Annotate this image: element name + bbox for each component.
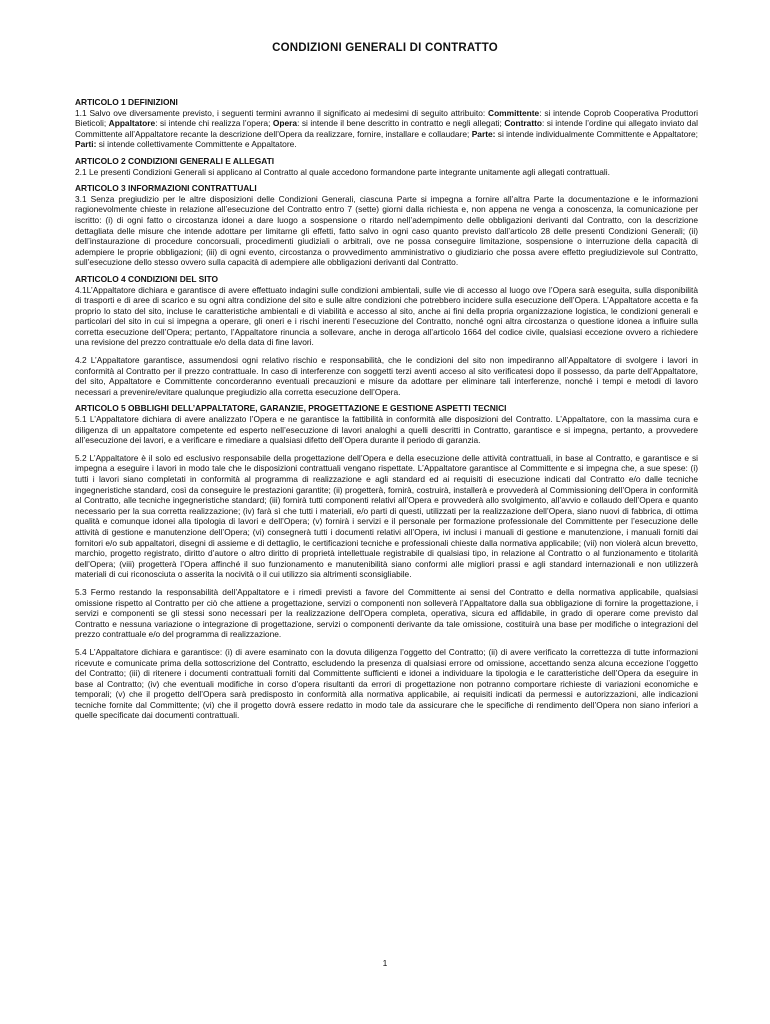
page-number: 1 (382, 958, 388, 968)
article-4-paragraph-2: 4.2 L’Appaltatore garantisce, assumendosi ogni relativo rischio e responsabilità, che le condizioni del sito non impediranno all’Appaltatore di svolgere i lavori in conformità al Contratto per il prezzo contrattuale. In caso di interferenze con soggetti terzi aventi acceso al sito verificatesi dopo il possesso, da parte dell’Appaltatore, del sito, Appaltatore e Committente concorderanno eventuali precauzioni e misure da adottare per eliminare tali interferenze, nonché i tempi e metodi di lavoro necessari a prevenire/evitare qualunque pregiudizio alla corretta esecuzione dell’Opera. (75, 355, 698, 397)
term-parti: Parti: (75, 139, 97, 150)
article-3 (75, 183, 698, 268)
term-parte: Parte: (471, 128, 496, 139)
article-5 (75, 403, 698, 721)
article-4-paragraph-1: 4.1L’Appaltatore dichiara e garantisce di avere effettuato indagini sulle condizioni ambientali, sulle vie di accesso al luogo ove l’Opera sarà eseguita, sulla disponibilità di trasporti e di aree di scarico e su ogni altra condizione del sito e sulle altre condizioni che potrebbero incidere sulla esecuzione dell’Opera. L’Appaltatore accetta e fa proprio lo stato del sito, incluse le caratteristiche ambientali e di viabilità e accesso al sito, anche ai fini della propria organizzazione logistica, le condizioni generali e particolari del sito in cui si impegna a operare, gli oneri e i rischi inerenti l’esecuzione del Contratto, nonché ogni altra circostanza o questione idonea a influire sulla corretta esecuzione dell’Opera; pertanto, l’Appaltatore rinuncia a sollevare, anche in deroga all’articolo 1664 del codice civile, qualsiasi eccezione ovvero a richiedere una revisione del prezzo contrattuale e/o della data di fine lavori. (75, 284, 698, 348)
article-5-paragraph-1: 5.1 L’Appaltatore dichiara di avere analizzato l’Opera e ne garantisce la fattibilità in conformità alle disposizioni del Contratto. L’Appaltatore, con la massima cura e diligenza di un appaltatore competente ed esperto nell’esecuzione di lavori analoghi a quelli descritti in Contratto, garantisce e si impegna, pertanto, a provvedere all’esecuzione dei lavori, e a verificare e rimediare a qualsiasi difetto dell’Opera durante il periodo di garanzia. (75, 414, 698, 446)
document-title: CONDIZIONI GENERALI DI CONTRATTO (272, 42, 498, 54)
article-2 (75, 156, 698, 177)
text-run: si intende collettivamente Committente e Appaltatore. (96, 139, 297, 150)
article-2-paragraph-1: 2.1 Le presenti Condizioni Generali si applicano al Contratto al quale accedono formandone parte integrante unitamente agli allegati contrattuali. (75, 166, 610, 177)
term-contratto: Contratto (504, 118, 543, 129)
document-body (75, 97, 698, 727)
article-4-heading: ARTICOLO 4 CONDIZIONI DEL SITO (75, 273, 219, 284)
article-3-heading: ARTICOLO 3 INFORMAZIONI CONTRATTUALI (75, 183, 257, 194)
term-committente: Committente (488, 107, 540, 118)
text-run: 1.1 Salvo ove diversamente previsto, i seguenti termini avranno il significato ai medesimi di seguito attribuito: (75, 107, 489, 118)
text-run: : si intende il bene descritto in contratto e negli allegati; (297, 118, 505, 129)
article-1-paragraph-1 (75, 108, 698, 150)
article-3-paragraph-1: 3.1 Senza pregiudizio per le altre disposizioni delle Condizioni Generali, ciascuna Parte si impegna a fornire all’altra Parte la documentazione e le informazioni ragionevolmente chieste in relazione all’esecuzione del Contratto entro 7 (sette) giorni dalla richiesta e, non appena ne venga a conoscenza, la comunicazione per iscritto: (i) di ogni fatto o circostanza idonei a dare luogo a sospensione o ritardo nell’adempimento delle obbligazioni derivanti dal Contratto, con la descrizione dettagliata delle misure che intende adottare per limitarne gli effetti, fatto salvo in ogni caso quanto previsto dall’articolo 28 delle presenti Condizioni Generali; (ii) dell’instaurazione di procedure concorsuali, procedimenti giudiziali o arbitrali, ove ne possa conseguire limitazione, sospensione o interruzione della capacità di adempiere le proprie obbligazioni; (iii) di ogni evento, circostanza o provvedimento amministrativo o giudiziario che possa avere effetto pregiudizievole sul Contratto, sull’esecuzione dello stesso ovvero sulla capacità di adempiere alle obbligazioni derivanti dal Contratto. (75, 193, 698, 268)
term-opera: Opera (272, 118, 298, 129)
text-run: : si intende chi realizza l’opera; (155, 118, 273, 129)
article-5-paragraph-4: 5.4 L’Appaltatore dichiara e garantisce: (i) di avere esaminato con la dovuta diligenza l’oggetto del Contratto; (ii) di avere verificato la correttezza di tutte informazioni ricevute e comunicate prima della sottoscrizione del Contratto, escludendo la presenza di qualsiasi errore od omissione, accettando senza alcuna eccezione l’oggetto del Contratto; (iii) di ritenere i documenti contrattuali forniti dal Committente sufficienti e idonei a individuare la tipologia e le caratteristiche dell’Opera da eseguire in base al Contratto; (iv) che eventuali modifiche in corso d’opera risultanti da errori di progettazione non potranno comportare richieste di variazioni economiche e temporali; (v) che il progetto dell’Opera sarà predisposto in conformità alla normativa applicabile, ai requisiti indicati da permessi e autorizzazioni, alle indicazioni tecniche fornite dal Committente; (vi) che il progetto dovrà essere redatto in modo tale da assicurare che le specifiche di rendimento dell’Opera non siano inferiori a quelle specificate dai documenti contrattuali. (75, 646, 698, 721)
text-run: si intende individualmente Committente e Appaltatore; (495, 128, 699, 139)
article-5-paragraph-2: 5.2 L’Appaltatore è il solo ed esclusivo responsabile della progettazione dell’Opera e della esecuzione delle attività contrattuali, in base al Contratto, e garantisce e si impegna a eseguire i lavori in modo tale che le disposizioni contrattuali vengano rispettate. L’Appaltatore garantisce al Committente e si impegna che, a sue spese: (i) tutti i lavori siano completati in conformità al programma di realizzazione e agli standard ed ai requisiti di esecuzione indicati dal Contratto e/o dalle tecniche ingegneristiche standard, così da conseguire le prestazioni garantite; (ii) progetterà, fornirà, costruirà, installerà e provvederà al Commissioning dell’Opera in conformità al Contratto, alle tecniche ingegneristiche standard; (iii) fornirà tutti componenti relativi all’Opera e provvederà allo svolgimento, all’avvio e collaudo dell’Opera e quanto necessario per la sua corretta realizzazione; (iv) farà sì che tutti i materiali, e/o parti di questi, utilizzati per la realizzazione dell’Opera, siano nuovi di fabbrica, di ottima qualità e comunque idonei alla tipologia di lavori e dell’Opera; (v) fornirà i servizi e il personale per formazione professionale del Committente per l’esecuzione delle attività di gestione e manutenzione dell’Opera; (vi) consegnerà tutti i documenti relativi all’Opera, ivi inclusi i manuali di gestione e manutenzione, i manuali forniti dai fornitori e/o sub appaltatori, disegni di assieme e di dettaglio, le certificazioni tecniche e professionali chieste dalla normativa applicabile; (vii) non violerà alcun brevetto, marchio, progetto registrato, diritto d’autore o altro diritto di proprietà intellettuale registrabile di qualsiasi tipo, in relazione al Contratto o al funzionamento e titolarità dell’Opera; (viii) progetterà l’Opera affinché il suo funzionamento e manutenibilità siano conformi alle migliori prassi e agli standard internazionali e non utilizzerà materiali di cui riconosciuta o asserita la nocività o il cui utilizzo sia altrimenti sconsigliabile. (75, 452, 698, 580)
text-run: : si intende Coprob Cooperativa Produttori Bieticoli; (75, 107, 698, 129)
article-5-heading: ARTICOLO 5 OBBLIGHI DELL’APPALTATORE, GARANZIE, PROGETTAZIONE E GESTIONE ASPETTI TECNICI (75, 403, 507, 414)
article-2-heading: ARTICOLO 2 CONDIZIONI GENERALI E ALLEGATI (75, 155, 275, 166)
text-run: : si intende l’ordine qui allegato inviato dal Committente all’Appaltatore recante la descrizione dell’Opera da realizzare, fornire, installare e collaudare; (75, 118, 698, 139)
article-1 (75, 97, 698, 150)
article-1-heading: ARTICOLO 1 DEFINIZIONI (75, 97, 178, 107)
article-5-paragraph-3: 5.3 Fermo restando la responsabilità dell’Appaltatore e i rimedi previsti a favore del Committente ai sensi del Contratto e della normativa applicabile, qualsiasi omissione rispetto al Contratto per ciò che attiene a progettazione, servizi o componenti non solleverà l’Appaltatore dalla sua obbligazione di fornire la progettazione, i servizi e componenti se gli stessi sono necessari per la realizzazione dell’Opera completa, operativa, sicura ed affidabile, in grado di operare come previsto dal Contratto e nessuna variazione o integrazione di progettazione, servizi o componenti derivante da tale omissione, costituirà una base per modifiche o integrazioni del prezzo contrattuale e/o del programma di realizzazione. (75, 586, 698, 640)
term-appaltatore: Appaltatore (108, 118, 156, 129)
article-4 (75, 274, 698, 398)
